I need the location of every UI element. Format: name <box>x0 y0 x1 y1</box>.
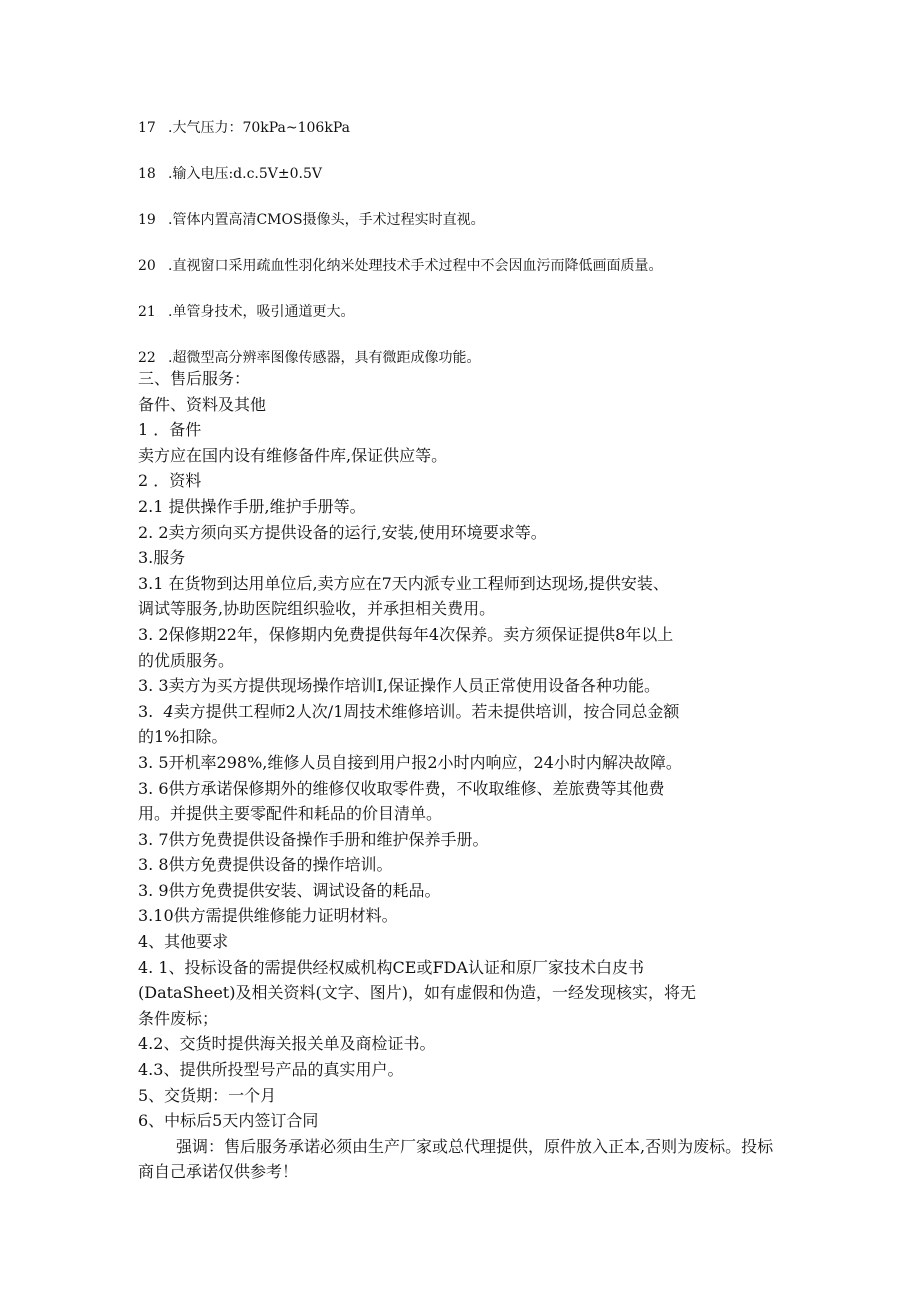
spec-number: 17 <box>138 120 156 136</box>
spare-parts-title: 1 ．备件 <box>138 420 202 440</box>
service-item: 3. 9供方免费提供安装、调试设备的耗品。 <box>138 880 441 900</box>
documents-title: 2 ．资料 <box>138 471 202 491</box>
service-item-cont: 的1%扣除。 <box>138 727 228 747</box>
subsection-heading: 备件、资料及其他 <box>138 394 267 414</box>
spec-text: .管体内置高清CMOS摄像头，手术过程实时直视。 <box>168 212 485 228</box>
spec-text: .直视窗口采用疏血性羽化纳米处理技术手术过程中不会因血污而降低画面质量。 <box>168 258 663 274</box>
service-item: 3. 6供方承诺保修期外的维修仅收取零件费，不收取维修、差旅费等其他费 <box>138 778 665 798</box>
service-item-text: 卖方提供工程师2人次/1周技术维修培训。若未提供培训，按合同总金额 <box>173 701 680 721</box>
service-item-number: 4 <box>163 701 174 721</box>
spec-number: 22 <box>138 350 156 366</box>
spec-item-17 <box>138 118 818 138</box>
spec-number: 20 <box>138 258 156 274</box>
spec-item-18 <box>138 164 818 184</box>
service-item-cont: 的优质服务。 <box>138 650 235 670</box>
documents-item: 2. 2卖方须向买方提供设备的运行,安装,使用环境要求等。 <box>138 522 547 542</box>
service-item: 3. 3卖方为买方提供现场操作培训I,保证操作人员正常使用设备各种功能。 <box>138 676 660 696</box>
service-item: 3. 5开机率298%,维修人员自接到用户报2小时内响应，24小时内解决故障。 <box>138 752 682 772</box>
spec-item-19 <box>138 210 818 230</box>
service-item: 3.10供方需提供维修能力证明材料。 <box>138 906 398 926</box>
spec-number: 21 <box>138 304 156 320</box>
spec-text: .超微型高分辨率图像传感器，具有微距成像功能。 <box>168 350 481 366</box>
spec-text: .大气压力：70kPa~106kPa <box>168 120 350 136</box>
contract-signing: 6、中标后5天内签订合同 <box>138 1111 319 1131</box>
service-item-prefix: 3. <box>138 701 164 721</box>
requirement-item-cont: 条件废标； <box>138 1008 219 1028</box>
spec-item-22 <box>138 348 818 368</box>
spec-text: .单管身技术，吸引通道更大。 <box>168 304 355 320</box>
spec-number: 18 <box>138 166 156 182</box>
spec-number: 19 <box>138 212 156 228</box>
spec-list <box>138 118 818 368</box>
requirement-item: 4.3、提供所投型号产品的真实用户。 <box>138 1060 404 1080</box>
service-item-cont: 用。并提供主要零配件和耗品的价目清单。 <box>138 804 443 824</box>
spec-item-20 <box>138 256 818 276</box>
spec-text: .输入电压:d.c.5V±0.5V <box>168 166 322 182</box>
documents-item: 2.1 提供操作手册,维护手册等。 <box>138 496 366 516</box>
service-title: 3.服务 <box>138 548 186 568</box>
other-requirements-title: 4、其他要求 <box>138 932 229 952</box>
service-item <box>138 699 788 725</box>
service-item: 3. 7供方免费提供设备操作手册和维护保养手册。 <box>138 829 489 849</box>
delivery-period: 5、交货期：一个月 <box>138 1085 277 1105</box>
requirement-item: 4. 1、投标设备的需提供经权威机构CE或FDA认证和原厂家技术白皮书 <box>138 957 644 977</box>
spec-item-21 <box>138 302 818 322</box>
service-item-cont: 调试等服务,协助医院组织验收，并承担相关费用。 <box>138 599 496 619</box>
emphasis-note: 强调：售后服务承诺必须由生产厂家或总代理提供，原件放入正本,否则为废标。投标商自己承诺仅供参考！ <box>138 1136 774 1182</box>
requirement-item-cont: (DataSheet)及相关资料(文字、图片)，如有虚假和伪造，一经发现核实，将无 <box>138 983 696 1003</box>
requirement-item: 4.2、交货时提供海关报关单及商检证书。 <box>138 1034 436 1054</box>
after-sales-section <box>138 366 788 1185</box>
service-item: 3.1 在货物到达用单位后,卖方应在7天内派专业工程师到达现场,提供安装、 <box>138 573 669 593</box>
spare-parts-text: 卖方应在国内设有维修备件库,保证供应等。 <box>138 445 448 465</box>
section-heading: 三、售后服务： <box>138 369 251 388</box>
service-item: 3. 2保修期22年，保修期内免费提供每年4次保养。卖方须保证提供8年以上 <box>138 624 674 644</box>
service-item: 3. 8供方免费提供设备的操作培训。 <box>138 855 393 875</box>
